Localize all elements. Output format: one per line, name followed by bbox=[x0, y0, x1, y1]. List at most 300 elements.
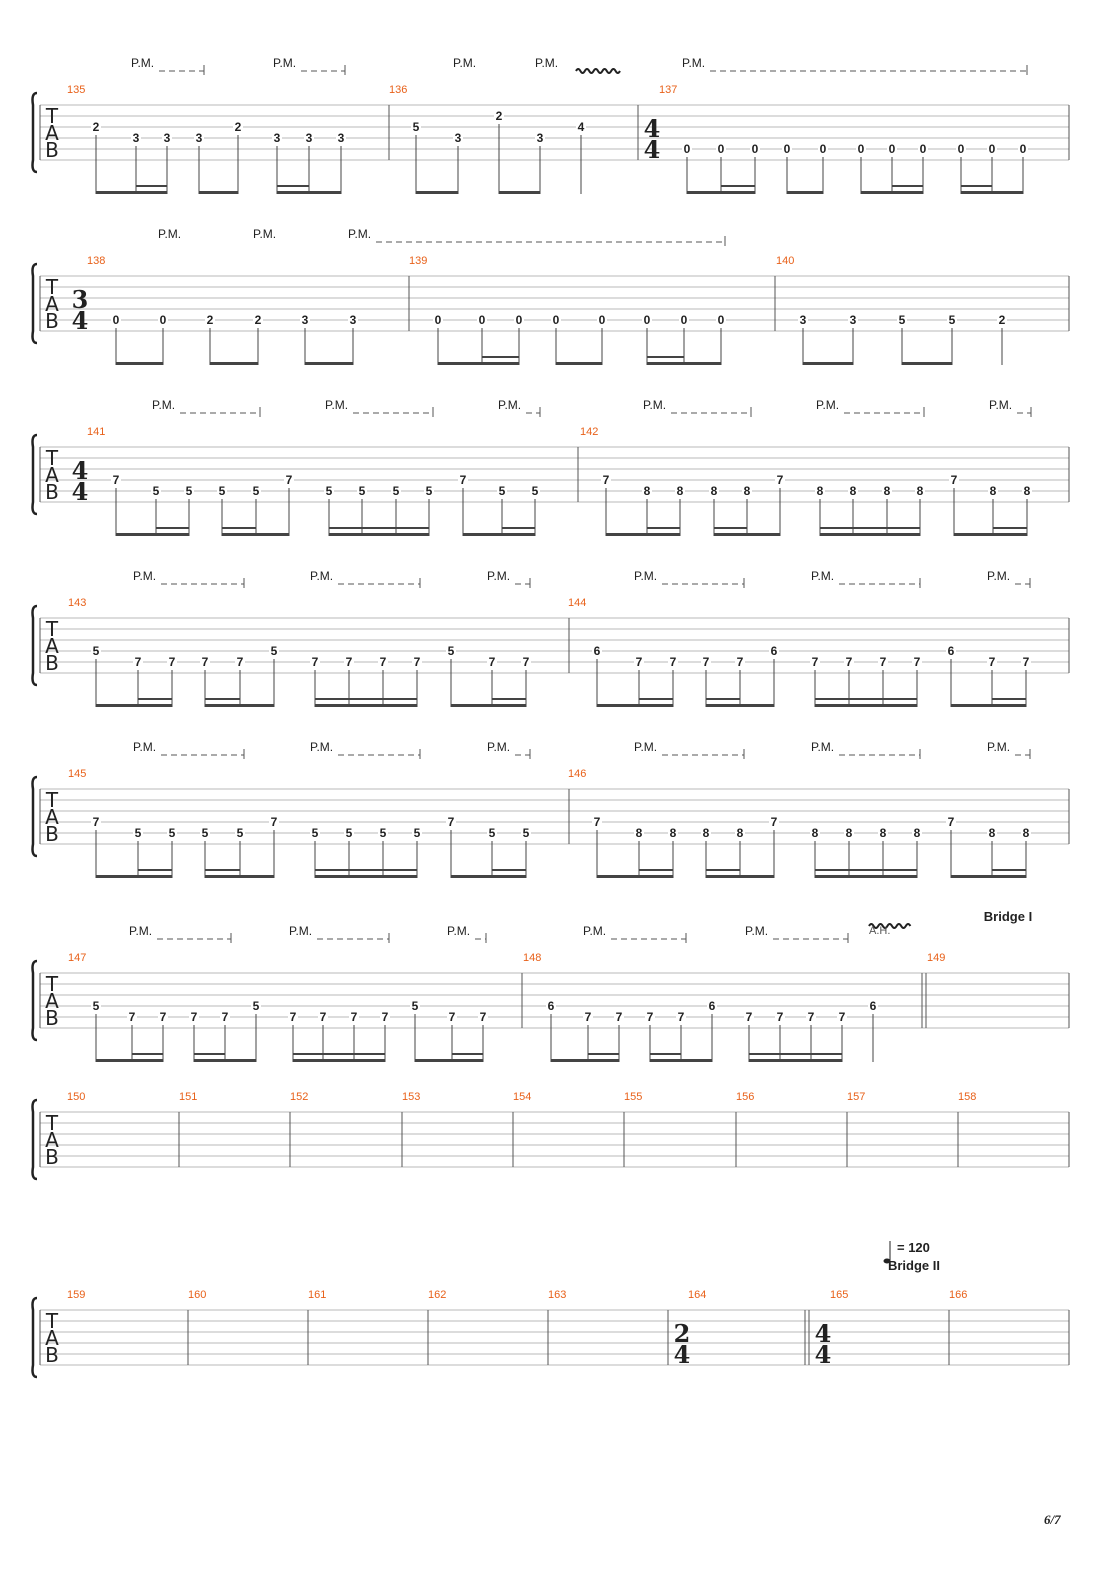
palm-mute-label: P.M. bbox=[152, 398, 176, 412]
fret-number: 3 bbox=[273, 131, 281, 145]
tab-clef-letter: T bbox=[45, 104, 59, 128]
page-number: 6/7 bbox=[1044, 1512, 1061, 1527]
fret-number: 6 bbox=[869, 999, 877, 1013]
palm-mute-label: P.M. bbox=[131, 56, 155, 70]
beam bbox=[961, 191, 1023, 194]
fret-number: 8 bbox=[743, 484, 751, 498]
fret-number: 0 bbox=[159, 313, 167, 327]
beam bbox=[647, 362, 721, 365]
tab-system bbox=[33, 1091, 1070, 1179]
fret-number: 7 bbox=[479, 1010, 487, 1024]
beam bbox=[787, 191, 823, 194]
fret-number: 3 bbox=[301, 313, 309, 327]
sub-beam bbox=[892, 185, 923, 187]
fret-number: 7 bbox=[615, 1010, 623, 1024]
measure-number: 158 bbox=[958, 1091, 977, 1103]
palm-mute-label: P.M. bbox=[987, 569, 1011, 583]
fret-number: 7 bbox=[776, 473, 784, 487]
sub-beam bbox=[323, 1053, 354, 1055]
tab-clef-letter: B bbox=[45, 1145, 59, 1169]
beam bbox=[499, 191, 540, 194]
sub-beam bbox=[396, 527, 429, 529]
sub-beam bbox=[136, 185, 167, 187]
fret-number: 5 bbox=[392, 484, 400, 498]
sub-beam bbox=[138, 698, 172, 700]
beam bbox=[205, 875, 274, 878]
fret-number: 0 bbox=[598, 313, 606, 327]
measure-number: 148 bbox=[523, 952, 542, 964]
beam bbox=[815, 875, 917, 878]
fret-number: 3 bbox=[163, 131, 171, 145]
sub-beam bbox=[992, 869, 1026, 871]
fret-number: 5 bbox=[898, 313, 906, 327]
measure-number: 161 bbox=[308, 1289, 327, 1301]
palm-mute-label: P.M. bbox=[253, 227, 277, 241]
sub-beam bbox=[706, 698, 740, 700]
sub-beam bbox=[714, 527, 747, 529]
sub-beam bbox=[993, 527, 1027, 529]
tab-clef-letter: T bbox=[45, 788, 59, 812]
fret-number: 2 bbox=[206, 313, 214, 327]
measure-number: 160 bbox=[188, 1289, 207, 1301]
fret-number: 7 bbox=[845, 655, 853, 669]
fret-number: 0 bbox=[919, 142, 927, 156]
beam bbox=[650, 1059, 712, 1062]
beam bbox=[861, 191, 923, 194]
palm-mute-label: P.M. bbox=[453, 56, 477, 70]
fret-number: 6 bbox=[547, 999, 555, 1013]
system-bracket bbox=[33, 961, 38, 1040]
beam bbox=[116, 533, 189, 536]
measure-number: 154 bbox=[513, 1091, 532, 1103]
measure-number: 151 bbox=[179, 1091, 198, 1103]
fret-number: 2 bbox=[254, 313, 262, 327]
sub-beam bbox=[639, 698, 673, 700]
fret-number: 3 bbox=[132, 131, 140, 145]
fret-number: 7 bbox=[350, 1010, 358, 1024]
fret-number: 5 bbox=[168, 826, 176, 840]
tab-clef-letter: B bbox=[45, 1343, 59, 1367]
beam bbox=[951, 875, 1026, 878]
fret-number: 5 bbox=[425, 484, 433, 498]
beam bbox=[329, 533, 429, 536]
fret-number: 7 bbox=[221, 1010, 229, 1024]
sub-beam bbox=[132, 1053, 163, 1055]
fret-number: 2 bbox=[234, 120, 242, 134]
fret-number: 7 bbox=[381, 1010, 389, 1024]
palm-mute-label: P.M. bbox=[325, 398, 349, 412]
beam bbox=[687, 191, 755, 194]
sub-beam bbox=[811, 1053, 842, 1055]
palm-mute-label: P.M. bbox=[133, 569, 157, 583]
system-bracket bbox=[33, 777, 38, 856]
fret-number: 7 bbox=[602, 473, 610, 487]
fret-number: 7 bbox=[745, 1010, 753, 1024]
fret-number: 8 bbox=[816, 484, 824, 498]
sub-beam bbox=[853, 527, 887, 529]
tab-clef-letter: T bbox=[45, 617, 59, 641]
fret-number: 8 bbox=[635, 826, 643, 840]
sub-beam bbox=[883, 869, 917, 871]
fret-number: 7 bbox=[448, 1010, 456, 1024]
sub-beam bbox=[639, 869, 673, 871]
sub-beam bbox=[349, 869, 383, 871]
tab-clef-letter: B bbox=[45, 138, 59, 162]
sub-beam bbox=[992, 698, 1026, 700]
beam bbox=[116, 362, 163, 365]
sub-beam bbox=[647, 356, 684, 358]
fret-number: 0 bbox=[1019, 142, 1027, 156]
beam bbox=[902, 362, 952, 365]
fret-number: 5 bbox=[325, 484, 333, 498]
fret-number: 0 bbox=[552, 313, 560, 327]
measure-number: 152 bbox=[290, 1091, 309, 1103]
fret-number: 5 bbox=[92, 999, 100, 1013]
beam bbox=[597, 875, 673, 878]
measure-number: 150 bbox=[67, 1091, 86, 1103]
section-marker: Bridge II bbox=[887, 1258, 941, 1273]
fret-number: 8 bbox=[913, 826, 921, 840]
fret-number: 0 bbox=[112, 313, 120, 327]
measure-number: 155 bbox=[624, 1091, 643, 1103]
fret-number: 3 bbox=[454, 131, 462, 145]
fret-number: 8 bbox=[710, 484, 718, 498]
fret-number: 5 bbox=[358, 484, 366, 498]
sub-beam bbox=[383, 869, 417, 871]
sub-beam bbox=[222, 527, 256, 529]
sub-beam bbox=[329, 527, 362, 529]
fret-number: 6 bbox=[947, 644, 955, 658]
measure-number: 135 bbox=[67, 84, 86, 96]
time-signature-denominator: 4 bbox=[71, 306, 89, 335]
tab-system bbox=[33, 740, 1070, 878]
beam bbox=[954, 533, 1027, 536]
sub-beam bbox=[362, 527, 396, 529]
section-marker: Bridge I bbox=[983, 909, 1033, 924]
fret-number: 7 bbox=[635, 655, 643, 669]
fret-number: 0 bbox=[888, 142, 896, 156]
fret-number: 7 bbox=[702, 655, 710, 669]
palm-mute-label: P.M. bbox=[987, 740, 1011, 754]
fret-number: 7 bbox=[669, 655, 677, 669]
fret-number: 7 bbox=[92, 815, 100, 829]
beam bbox=[96, 191, 167, 194]
time-signature-denominator: 4 bbox=[71, 477, 89, 506]
sub-beam bbox=[849, 698, 883, 700]
sub-beam bbox=[749, 1053, 780, 1055]
measure-number: 142 bbox=[580, 426, 599, 438]
sub-beam bbox=[205, 698, 240, 700]
fret-number: 0 bbox=[434, 313, 442, 327]
fret-number: 5 bbox=[252, 484, 260, 498]
time-signature-denominator: 4 bbox=[643, 135, 661, 164]
time-signature-numerator: 4 bbox=[71, 456, 89, 485]
fret-number: 0 bbox=[819, 142, 827, 156]
sub-beam bbox=[315, 869, 349, 871]
fret-number: 7 bbox=[913, 655, 921, 669]
fret-number: 7 bbox=[159, 1010, 167, 1024]
beam bbox=[199, 191, 238, 194]
measure-number: 143 bbox=[68, 597, 87, 609]
palm-mute-label: P.M. bbox=[989, 398, 1013, 412]
fret-number: 5 bbox=[252, 999, 260, 1013]
fret-number: 0 bbox=[717, 142, 725, 156]
vibrato-icon bbox=[576, 69, 620, 73]
fret-number: 8 bbox=[702, 826, 710, 840]
palm-mute-label: P.M. bbox=[634, 740, 658, 754]
fret-number: 0 bbox=[478, 313, 486, 327]
fret-number: 5 bbox=[447, 644, 455, 658]
sub-beam bbox=[815, 869, 849, 871]
fret-number: 2 bbox=[495, 109, 503, 123]
sub-beam bbox=[492, 869, 526, 871]
measure-number: 162 bbox=[428, 1289, 447, 1301]
fret-number: 8 bbox=[1023, 484, 1031, 498]
fret-number: 8 bbox=[988, 826, 996, 840]
beam bbox=[606, 533, 680, 536]
sub-beam bbox=[492, 698, 526, 700]
beam bbox=[293, 1059, 385, 1062]
measure-number: 140 bbox=[776, 255, 795, 267]
fret-number: 8 bbox=[669, 826, 677, 840]
tab-clef-letter: B bbox=[45, 480, 59, 504]
fret-number: 0 bbox=[857, 142, 865, 156]
tab-system bbox=[33, 227, 1070, 365]
beam bbox=[706, 704, 774, 707]
sub-beam bbox=[647, 527, 680, 529]
palm-mute-label: P.M. bbox=[745, 924, 769, 938]
fret-number: 0 bbox=[515, 313, 523, 327]
fret-number: 0 bbox=[988, 142, 996, 156]
sub-beam bbox=[156, 527, 189, 529]
beam bbox=[277, 191, 341, 194]
sub-beam bbox=[482, 356, 519, 358]
fret-number: 7 bbox=[1022, 655, 1030, 669]
fret-number: 3 bbox=[195, 131, 203, 145]
fret-number: 7 bbox=[522, 655, 530, 669]
sub-beam bbox=[138, 869, 172, 871]
fret-number: 5 bbox=[152, 484, 160, 498]
measure-number: 141 bbox=[87, 426, 106, 438]
measure-number: 138 bbox=[87, 255, 106, 267]
measure-number: 153 bbox=[402, 1091, 421, 1103]
fret-number: 7 bbox=[112, 473, 120, 487]
sub-beam bbox=[293, 1053, 323, 1055]
fret-number: 7 bbox=[168, 655, 176, 669]
palm-mute-label: P.M. bbox=[583, 924, 607, 938]
fret-number: 7 bbox=[128, 1010, 136, 1024]
fret-number: 3 bbox=[536, 131, 544, 145]
time-signature-denominator: 4 bbox=[814, 1340, 832, 1369]
fret-number: 7 bbox=[838, 1010, 846, 1024]
beam bbox=[951, 704, 1026, 707]
fret-number: 5 bbox=[345, 826, 353, 840]
beam bbox=[749, 1059, 842, 1062]
fret-number: 8 bbox=[879, 826, 887, 840]
fret-number: 7 bbox=[811, 655, 819, 669]
measure-number: 163 bbox=[548, 1289, 567, 1301]
fret-number: 3 bbox=[799, 313, 807, 327]
fret-number: 5 bbox=[498, 484, 506, 498]
fret-number: 8 bbox=[989, 484, 997, 498]
sub-beam bbox=[721, 185, 755, 187]
palm-mute-label: P.M. bbox=[682, 56, 706, 70]
palm-mute-label: P.M. bbox=[811, 740, 835, 754]
fret-number: 5 bbox=[311, 826, 319, 840]
fret-number: 8 bbox=[736, 826, 744, 840]
palm-mute-label: P.M. bbox=[310, 569, 334, 583]
fret-number: 7 bbox=[379, 655, 387, 669]
fret-number: 7 bbox=[201, 655, 209, 669]
palm-mute-label: P.M. bbox=[634, 569, 658, 583]
system-bracket bbox=[33, 1100, 38, 1179]
measure-number: 165 bbox=[830, 1289, 849, 1301]
fret-number: 7 bbox=[413, 655, 421, 669]
sub-beam bbox=[502, 527, 535, 529]
fret-number: 7 bbox=[270, 815, 278, 829]
fret-number: 8 bbox=[676, 484, 684, 498]
fret-number: 7 bbox=[947, 815, 955, 829]
beam bbox=[315, 875, 417, 878]
beam bbox=[315, 704, 417, 707]
beam bbox=[597, 704, 673, 707]
beam bbox=[714, 533, 780, 536]
beam bbox=[706, 875, 774, 878]
fret-number: 5 bbox=[379, 826, 387, 840]
sub-beam bbox=[588, 1053, 619, 1055]
fret-number: 0 bbox=[717, 313, 725, 327]
system-bracket bbox=[33, 606, 38, 685]
fret-number: 3 bbox=[305, 131, 313, 145]
fret-number: 7 bbox=[988, 655, 996, 669]
fret-number: 7 bbox=[319, 1010, 327, 1024]
fret-number: 6 bbox=[708, 999, 716, 1013]
sub-beam bbox=[650, 1053, 681, 1055]
palm-mute-label: P.M. bbox=[535, 56, 559, 70]
fret-number: 5 bbox=[948, 313, 956, 327]
fret-number: 2 bbox=[998, 313, 1006, 327]
fret-number: 0 bbox=[783, 142, 791, 156]
fret-number: 5 bbox=[270, 644, 278, 658]
fret-number: 5 bbox=[488, 826, 496, 840]
palm-mute-label: P.M. bbox=[129, 924, 153, 938]
fret-number: 5 bbox=[201, 826, 209, 840]
tab-clef-letter: A bbox=[45, 989, 59, 1013]
palm-mute-label: P.M. bbox=[158, 227, 182, 241]
beam bbox=[451, 704, 526, 707]
time-signature-numerator: 3 bbox=[71, 285, 89, 314]
tempo-marking: = 120 bbox=[897, 1240, 930, 1255]
beam bbox=[416, 191, 458, 194]
system-bracket bbox=[33, 1298, 38, 1377]
sub-beam bbox=[815, 698, 849, 700]
tab-clef-letter: B bbox=[45, 822, 59, 846]
sub-beam bbox=[820, 527, 853, 529]
sub-beam bbox=[452, 1053, 483, 1055]
tab-clef-letter: A bbox=[45, 1326, 59, 1350]
tab-clef-letter: B bbox=[45, 651, 59, 675]
fret-number: 7 bbox=[311, 655, 319, 669]
system-bracket bbox=[33, 264, 38, 343]
tab-clef-letter: A bbox=[45, 292, 59, 316]
fret-number: 0 bbox=[643, 313, 651, 327]
measure-number: 136 bbox=[389, 84, 408, 96]
fret-number: 7 bbox=[236, 655, 244, 669]
fret-number: 7 bbox=[584, 1010, 592, 1024]
beam bbox=[205, 704, 274, 707]
artificial-harmonic-label: A.H. bbox=[869, 925, 891, 937]
sub-beam bbox=[849, 869, 883, 871]
measure-number: 149 bbox=[927, 952, 946, 964]
fret-number: 8 bbox=[916, 484, 924, 498]
fret-number: 5 bbox=[185, 484, 193, 498]
fret-number: 0 bbox=[683, 142, 691, 156]
palm-mute-label: P.M. bbox=[310, 740, 334, 754]
tab-clef-letter: A bbox=[45, 634, 59, 658]
fret-number: 7 bbox=[285, 473, 293, 487]
tab-system bbox=[33, 909, 1070, 1062]
measure-number: 147 bbox=[68, 952, 87, 964]
tab-clef-letter: A bbox=[45, 121, 59, 145]
system-bracket bbox=[33, 435, 38, 514]
fret-number: 6 bbox=[593, 644, 601, 658]
tab-clef-letter: A bbox=[45, 463, 59, 487]
beam bbox=[815, 704, 917, 707]
time-signature-numerator: 4 bbox=[814, 1319, 832, 1348]
fret-number: 3 bbox=[349, 313, 357, 327]
beam bbox=[438, 362, 519, 365]
palm-mute-label: P.M. bbox=[816, 398, 840, 412]
fret-number: 5 bbox=[531, 484, 539, 498]
palm-mute-label: P.M. bbox=[447, 924, 471, 938]
fret-number: 5 bbox=[412, 120, 420, 134]
sub-beam bbox=[194, 1053, 225, 1055]
fret-number: 8 bbox=[845, 826, 853, 840]
palm-mute-label: P.M. bbox=[487, 569, 511, 583]
fret-number: 5 bbox=[413, 826, 421, 840]
fret-number: 7 bbox=[289, 1010, 297, 1024]
beam bbox=[551, 1059, 619, 1062]
beam bbox=[305, 362, 353, 365]
sub-beam bbox=[205, 869, 240, 871]
fret-number: 7 bbox=[447, 815, 455, 829]
fret-number: 5 bbox=[411, 999, 419, 1013]
palm-mute-label: P.M. bbox=[498, 398, 522, 412]
palm-mute-label: P.M. bbox=[289, 924, 313, 938]
beam bbox=[194, 1059, 256, 1062]
measure-number: 159 bbox=[67, 1289, 86, 1301]
measure-number: 166 bbox=[949, 1289, 968, 1301]
fret-number: 8 bbox=[643, 484, 651, 498]
fret-number: 2 bbox=[92, 120, 100, 134]
time-signature-denominator: 4 bbox=[673, 1340, 691, 1369]
fret-number: 0 bbox=[957, 142, 965, 156]
fret-number: 6 bbox=[770, 644, 778, 658]
fret-number: 3 bbox=[849, 313, 857, 327]
fret-number: 5 bbox=[92, 644, 100, 658]
fret-number: 5 bbox=[522, 826, 530, 840]
tab-clef-letter: T bbox=[45, 1111, 59, 1135]
tab-system bbox=[33, 569, 1070, 707]
palm-mute-label: P.M. bbox=[811, 569, 835, 583]
palm-mute-label: P.M. bbox=[133, 740, 157, 754]
fret-number: 7 bbox=[593, 815, 601, 829]
palm-mute-label: P.M. bbox=[487, 740, 511, 754]
beam bbox=[222, 533, 289, 536]
beam bbox=[210, 362, 258, 365]
fret-number: 8 bbox=[1022, 826, 1030, 840]
sub-beam bbox=[354, 1053, 385, 1055]
